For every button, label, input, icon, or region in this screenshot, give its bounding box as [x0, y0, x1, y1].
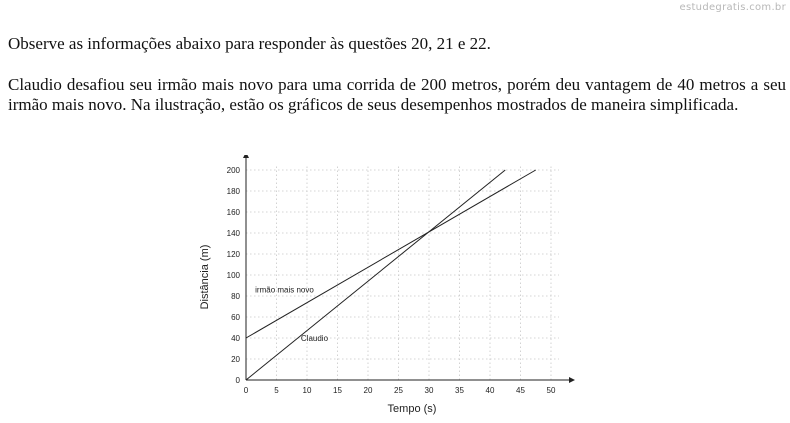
- intro-text: Observe as informações abaixo para responder às questões 20, 21 e 22.: [8, 34, 491, 53]
- x-tick-labels: [244, 386, 556, 395]
- y-axis-arrow: [243, 155, 249, 158]
- chart-axes: [243, 155, 575, 383]
- problem-paragraph: Claudio desafiou seu irmão mais novo para uma corrida de 200 metros, porém deu vantagem de 40 metros a seu irmão mais novo. Na ilustração, estão os gráficos de seus desempenhos mostrados de maneira simplificada.: [8, 75, 786, 114]
- y-tick-label: 40: [231, 334, 240, 343]
- y-tick-label: 140: [226, 229, 240, 238]
- site-watermark: estudegratis.com.br: [679, 2, 786, 13]
- x-tick-label: 45: [516, 386, 525, 395]
- x-tick-label: 0: [243, 386, 249, 395]
- y-tick-label: 200: [226, 166, 240, 175]
- y-tick-label: 80: [231, 292, 240, 301]
- x-tick-label: 25: [394, 386, 403, 395]
- x-tick-label: 30: [424, 386, 434, 395]
- y-tick-label: 60: [231, 313, 240, 322]
- y-tick-label: 120: [226, 250, 240, 259]
- x-tick-label: 5: [274, 386, 279, 395]
- x-tick-label: 35: [455, 386, 464, 395]
- x-tick-label: 40: [485, 386, 495, 395]
- y-tick-labels: [227, 166, 241, 385]
- distance-time-chart: [190, 155, 590, 423]
- series-label: irmão mais novo: [255, 285, 314, 295]
- y-tick-label: 100: [226, 271, 240, 280]
- x-tick-label: 10: [302, 386, 312, 395]
- y-tick-label: 20: [231, 355, 240, 364]
- x-tick-label: 20: [363, 386, 373, 395]
- y-tick-label: 180: [226, 187, 240, 196]
- x-tick-label: 50: [546, 386, 556, 395]
- chart-grid: [246, 164, 559, 380]
- series-line-irmao: [246, 170, 536, 338]
- series-label: Claudio: [300, 334, 329, 343]
- y-axis-label: Distância (m): [199, 244, 211, 310]
- x-tick-label: 15: [333, 386, 342, 395]
- y-tick-label: 0: [235, 376, 240, 385]
- x-axis-label: Tempo (s): [387, 403, 437, 415]
- y-tick-label: 160: [226, 208, 240, 217]
- x-axis-arrow: [569, 377, 575, 383]
